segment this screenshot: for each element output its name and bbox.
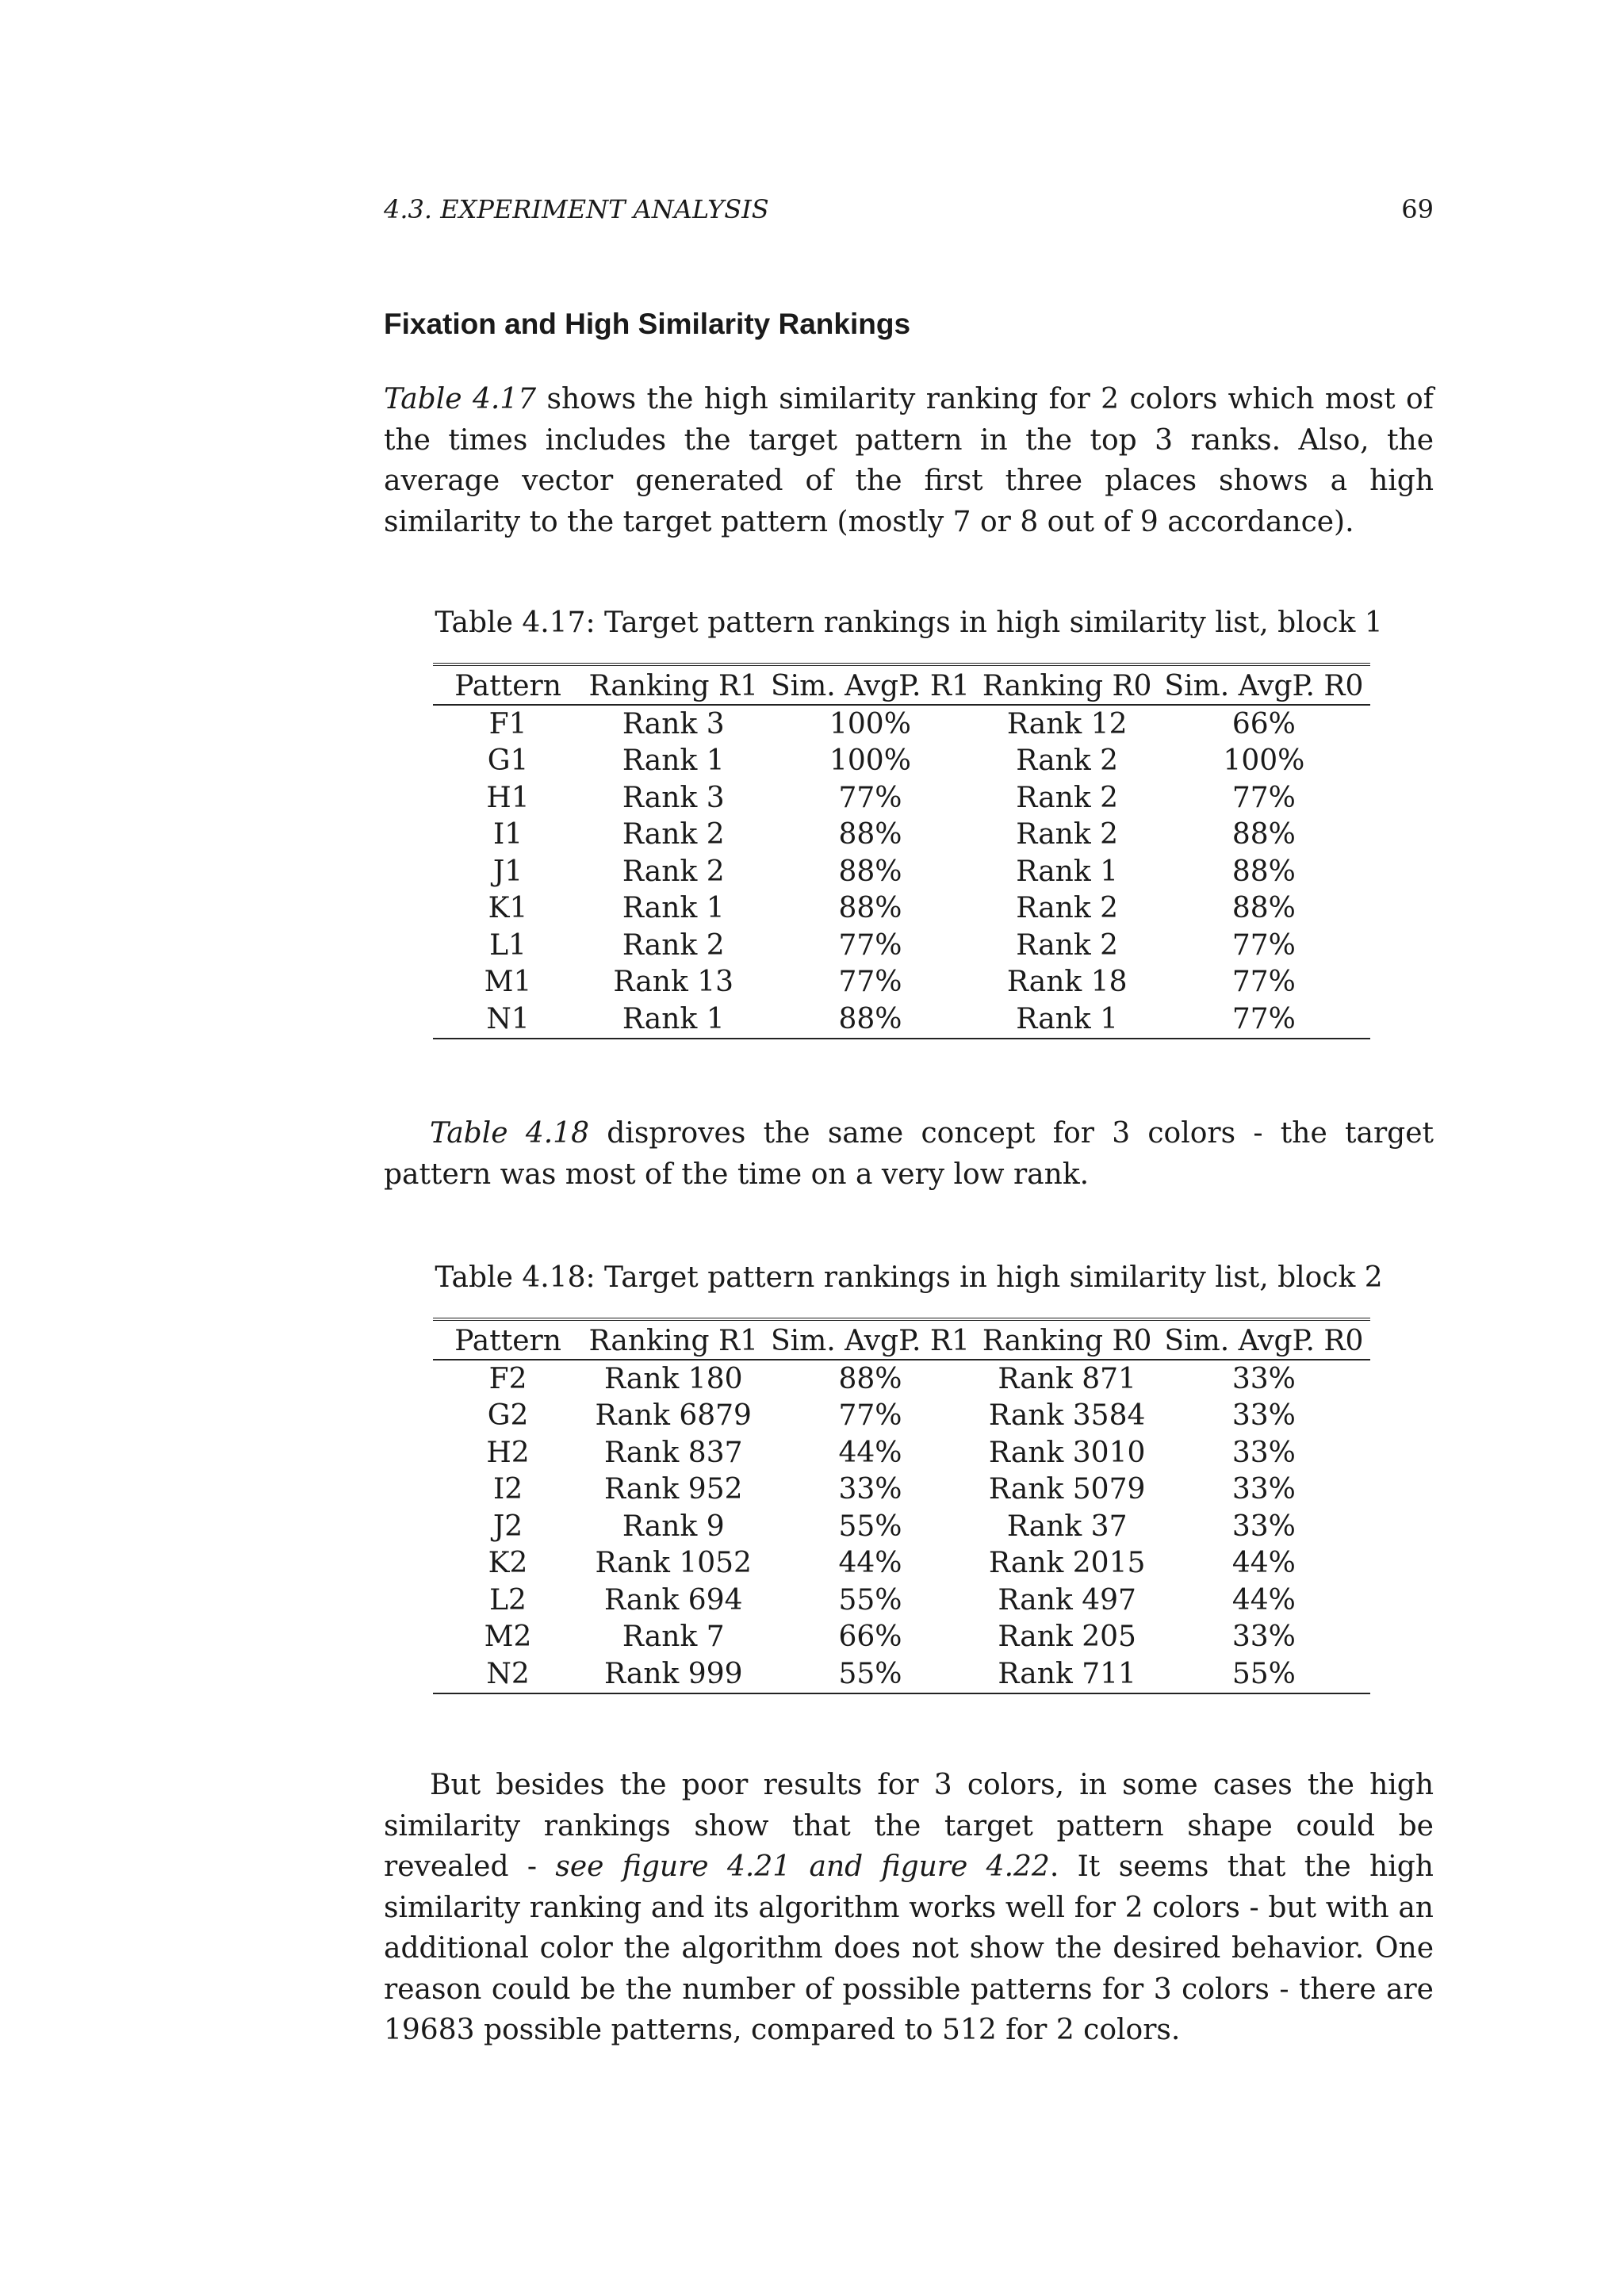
table-row — [433, 1360, 1370, 1398]
table-cell: 100% — [1223, 744, 1305, 778]
table-cell: Rank 180 — [603, 1362, 743, 1395]
paragraph-2-text: disproves the same concept for 3 colors - the target pattern was most of the time on a very low rank. — [384, 1117, 1434, 1191]
table-cell: 55% — [838, 1510, 902, 1543]
table-row — [433, 779, 1370, 817]
table-cell: Rank 2 — [622, 818, 725, 851]
page-number: 69 — [1401, 194, 1434, 224]
table-row — [433, 890, 1370, 928]
table-cell: Rank 6879 — [595, 1399, 752, 1433]
table-cell: 33% — [1231, 1362, 1296, 1395]
table-cell: K2 — [488, 1547, 528, 1580]
table-cell: F2 — [488, 1362, 527, 1395]
table-row — [433, 1001, 1370, 1039]
paragraph-3 — [384, 1765, 1434, 2051]
column-header: Ranking R0 — [977, 664, 1158, 705]
table-row — [433, 1434, 1370, 1471]
table-cell: Rank 2 — [1016, 892, 1119, 925]
table-cell: 33% — [1231, 1399, 1296, 1433]
table-cell: J2 — [492, 1510, 523, 1543]
paragraph-1-text: shows the high similarity ranking for 2 colors which most of the times includes the target pattern in the top 3 ranks. Also, the average vector generated of the first three places shows a high similarity to the target pattern (mostly 7 or 8 out of 9 accordance). — [384, 383, 1434, 538]
table-cell: 88% — [838, 1362, 902, 1395]
table-cell: L2 — [489, 1583, 527, 1617]
table-cell: 66% — [838, 1621, 902, 1654]
section-heading: Fixation and High Similarity Rankings — [384, 308, 911, 340]
running-title: 4.3. EXPERIMENT ANALYSIS — [384, 194, 769, 224]
table-cell: Rank 18 — [1006, 966, 1128, 999]
table-cell: Rank 2 — [622, 928, 725, 962]
table-cell: 77% — [838, 928, 902, 962]
table-row — [433, 705, 1370, 743]
table-cell: Rank 2 — [1016, 781, 1119, 814]
table-cell: Rank 3 — [622, 707, 725, 740]
table-cell: Rank 37 — [1006, 1510, 1128, 1543]
table-cell: Rank 13 — [613, 966, 734, 999]
column-header: Sim. AvgP. R0 — [1158, 1319, 1370, 1360]
table-row — [433, 1545, 1370, 1582]
table-cell: Rank 1 — [622, 1002, 725, 1035]
table-cell: 44% — [1231, 1583, 1296, 1617]
table-cell: 77% — [1231, 781, 1296, 814]
table-cell: G1 — [487, 744, 529, 778]
table-cell: I2 — [492, 1473, 523, 1506]
figure-reference: see figure 4.21 and figure 4.22 — [555, 1850, 1050, 1883]
table-cell: 77% — [1231, 966, 1296, 999]
table-cell: 33% — [1231, 1621, 1296, 1654]
column-header: Ranking R1 — [583, 1319, 764, 1360]
table-cell: Rank 9 — [622, 1510, 725, 1543]
table-cell: Rank 694 — [603, 1583, 743, 1617]
table-cell: 88% — [838, 855, 902, 888]
table-cell: 100% — [829, 744, 911, 778]
table-cell: 44% — [838, 1436, 902, 1469]
table-cell: Rank 5079 — [988, 1473, 1146, 1506]
table-cell: G2 — [487, 1399, 529, 1433]
table-cell: 55% — [1231, 1657, 1296, 1690]
table-cell: 44% — [1231, 1547, 1296, 1580]
table-cell: Rank 1 — [622, 744, 725, 778]
table-reference-4-18: Table 4.18 — [430, 1117, 589, 1150]
table-cell: Rank 871 — [998, 1362, 1136, 1395]
table-cell: 88% — [1231, 892, 1296, 925]
table-cell: 77% — [838, 966, 902, 999]
table-cell: 55% — [838, 1583, 902, 1617]
table-cell: 77% — [1231, 928, 1296, 962]
table-cell: Rank 12 — [1006, 707, 1128, 740]
table-cell: H1 — [486, 781, 530, 814]
table-row — [433, 1508, 1370, 1545]
table-cell: J1 — [492, 855, 523, 888]
table-cell: Rank 7 — [622, 1621, 725, 1654]
table-cell: Rank 999 — [603, 1657, 743, 1690]
table-cell: 88% — [838, 1002, 902, 1035]
table-cell: M1 — [484, 966, 532, 999]
table-cell: Rank 3584 — [988, 1399, 1146, 1433]
table-cell: 44% — [838, 1547, 902, 1580]
column-header: Pattern — [433, 664, 583, 705]
table-cell: Rank 1052 — [595, 1547, 752, 1580]
table-cell: 77% — [838, 1399, 902, 1433]
paragraph-2 — [384, 1113, 1434, 1195]
column-header: Sim. AvgP. R0 — [1158, 664, 1370, 705]
table-cell: N2 — [486, 1657, 530, 1690]
table-cell: Rank 711 — [998, 1657, 1136, 1690]
table-cell: 88% — [1231, 818, 1296, 851]
table-cell: Rank 1 — [1016, 1002, 1119, 1035]
column-header: Ranking R0 — [977, 1319, 1158, 1360]
table-cell: Rank 837 — [603, 1436, 743, 1469]
table-cell: 33% — [1231, 1473, 1296, 1506]
table-1 — [433, 663, 1370, 1039]
table-cell: H2 — [486, 1436, 530, 1469]
table-cell: 77% — [838, 781, 902, 814]
table-cell: 33% — [1231, 1436, 1296, 1469]
table-cell: 33% — [1231, 1510, 1296, 1543]
table-cell: 88% — [838, 818, 902, 851]
table-cell: Rank 2015 — [988, 1547, 1146, 1580]
table-cell: Rank 2 — [1016, 744, 1119, 778]
table-cell: Rank 205 — [998, 1621, 1136, 1654]
table-cell: 88% — [1231, 855, 1296, 888]
paragraph-3-text-b: . It seems that the high similarity ranking and its algorithm works well for 2 colors - but with an additional color the algorithm does not show the desired behavior. One reason could be the number of possible patterns for 3 colors - there are 19683 possible patterns, compared to 512 for 2 colors. — [384, 1850, 1434, 2046]
table-cell: Rank 1 — [622, 892, 725, 925]
table-row — [433, 853, 1370, 890]
table-1-caption: Table 4.17: Target pattern rankings in high similarity list, block 1 — [435, 607, 1383, 639]
table-row — [433, 927, 1370, 964]
table-cell: L1 — [489, 928, 527, 962]
table-cell: Rank 2 — [1016, 818, 1119, 851]
column-header: Sim. AvgP. R1 — [764, 664, 976, 705]
table-cell: Rank 3010 — [988, 1436, 1146, 1469]
table-2-caption: Table 4.18: Target pattern rankings in high similarity list, block 2 — [435, 1261, 1383, 1294]
table-1-header-row — [433, 664, 1370, 705]
table-row — [433, 743, 1370, 780]
table-cell: N1 — [486, 1002, 530, 1035]
table-cell: F1 — [488, 707, 527, 740]
table-cell: 77% — [1231, 1002, 1296, 1035]
table-cell: I1 — [492, 818, 523, 851]
table-cell: 88% — [838, 892, 902, 925]
paragraph-3-text-a: But besides the poor results for 3 colors, in some cases the high similarity rankings show that the target pattern shape could be revealed - — [384, 1769, 1434, 1883]
column-header: Sim. AvgP. R1 — [764, 1319, 976, 1360]
table-cell: Rank 2 — [1016, 928, 1119, 962]
table-cell: Rank 1 — [1016, 855, 1119, 888]
column-header: Pattern — [433, 1319, 583, 1360]
table-cell: Rank 952 — [603, 1473, 743, 1506]
table-cell: 100% — [829, 707, 911, 740]
table-row — [433, 964, 1370, 1001]
table-row — [433, 1398, 1370, 1435]
table-cell: Rank 497 — [998, 1583, 1136, 1617]
table-row — [433, 1655, 1370, 1693]
table-cell: 33% — [838, 1473, 902, 1506]
table-cell: Rank 2 — [622, 855, 725, 888]
table-cell: K1 — [488, 892, 528, 925]
table-2-header-row — [433, 1319, 1370, 1360]
running-header — [384, 193, 1434, 225]
table-cell: Rank 3 — [622, 781, 725, 814]
table-row — [433, 1582, 1370, 1619]
paragraph-1 — [384, 379, 1434, 542]
column-header: Ranking R1 — [583, 664, 764, 705]
table-row — [433, 1471, 1370, 1509]
table-reference-4-17: Table 4.17 — [384, 383, 537, 415]
table-cell: M2 — [484, 1621, 532, 1654]
table-row — [433, 1619, 1370, 1656]
table-cell: 66% — [1231, 707, 1296, 740]
table-row — [433, 817, 1370, 854]
table-cell: 55% — [838, 1657, 902, 1690]
table-2 — [433, 1318, 1370, 1694]
